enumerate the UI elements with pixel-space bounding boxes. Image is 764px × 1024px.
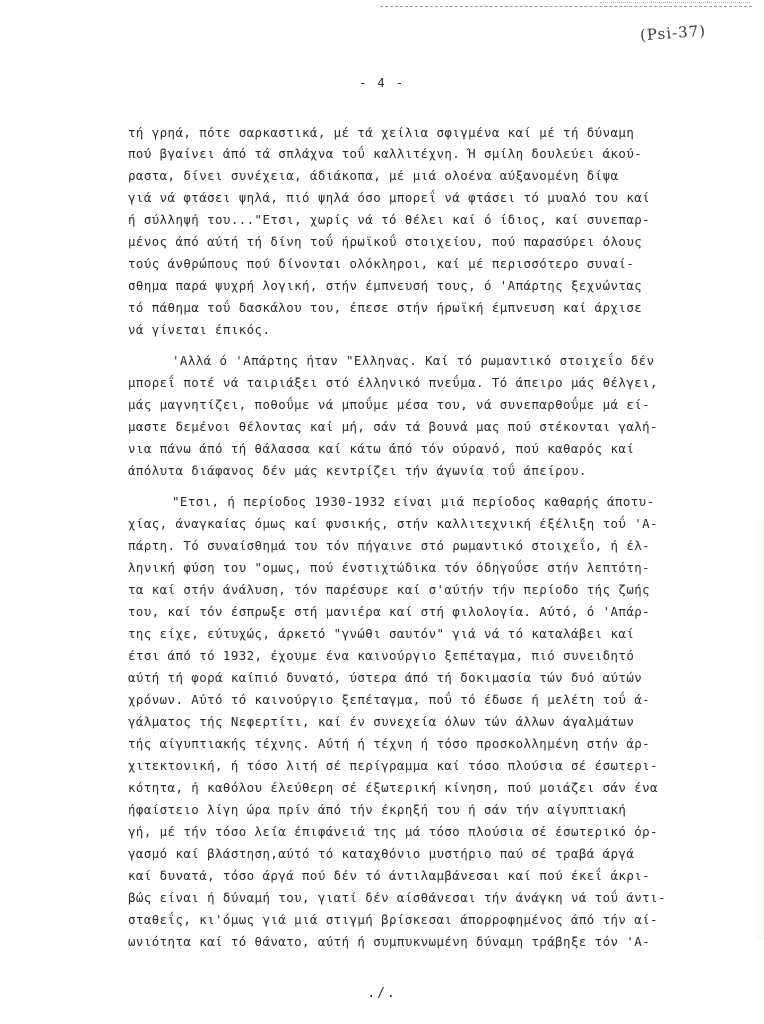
text-line: γασμό καί βλάστηση,αύτό τό καταχθόνιο μυστήριο παύ σέ τραβά άργά [128, 846, 635, 861]
text-line: σταθεΐς, κι'όμως γιά μιά στιγμή βρίσκεσαι άπορροφημένος άπό τήν αί- [128, 912, 658, 927]
text-line: τή γρηά, πότε σαρκαστικά, μέ τά χείλια σφιγμένα καί μέ τή δύναμη [128, 125, 635, 140]
text-line: νά γίνεται έπικός. [128, 322, 271, 337]
text-line: 'Αλλά ό 'Απάρτης ήταν "Ελληνας. Καί τό ρωμαντικό στοιχεΐο δέν [172, 353, 655, 368]
text-line: ήφαίστειο λίγη ώρα πρίν άπό τήν έκρηξή του ή σάν τήν αίγυπτιακή [128, 802, 627, 817]
text-line: τής αίγυπτιακής τέχνης. Αύτή ή τέχνη ή τόσο προσκολλημένη στήν άρ- [128, 736, 651, 751]
text-line: τό πάθημα τοΰ δασκάλου του, έπεσε στήν ήρωϊκή έμπνευση καί άρχισε [128, 300, 643, 315]
continuation-mark: ./. [367, 986, 397, 1001]
text-line: μαστε δεμένοι θέλοντας καί μή, σάν τά βουνά μας πού στέκονται γαλή- [128, 419, 658, 434]
text-line: ραστα, δίνει συνέχεια, άδιάκοπα, μέ μιά ολοένα αύξανομένη δίψα [128, 168, 619, 183]
text-line: ή σύλληψή του..."Ετσι, χωρίς νά τό θέλει καί ό ίδιος, καί συνεπαρ- [128, 212, 651, 227]
text-line: τούς άνθρώπους πού δίνονται ολόκληροι, καί μέ περισσότερο συναί- [128, 256, 635, 271]
page-number: - 4 - [358, 76, 406, 90]
text-line: βώς είναι ή δύναμή του, γιατί δέν αίσθάνεσαι τήν άνάγκη νά τοΰ άντι- [128, 890, 666, 905]
text-line: του, καί τόν έσπρωξε στή μανιέρα καί στή φιλολογία. Αύτό, ό 'Απάρ- [128, 604, 651, 619]
text-line: ωνιότητα καί τό θάνατο, αύτή ή συμπυκνωμένη δύναμη τράβηξε τόν 'Α- [128, 934, 651, 949]
text-line: γάλματος τής Νεφερτίτι, καί έν συνεχεία όλων τών άλλων άγαλμάτων [128, 714, 635, 729]
text-line: νια πάνω άπό τή θάλασσα καί κάτω άπό τόν ούρανό, πού καθαρός καί [128, 441, 635, 456]
page-edge-shadow [754, 520, 764, 940]
text-line: αύτή τή φορά καίπιό δυνατό, ύστερα άπό τή δοκιμασία τών δυό αύτών [128, 670, 643, 685]
top-border-dots [600, 2, 750, 3]
text-line: πάρτη. Τό συναίσθημά του τόν πήγαινε στό ρωμαντικό στοιχεΐο, ή έλ- [128, 538, 651, 553]
top-border-line [380, 6, 752, 7]
text-line: χρόνων. Αύτό τό καινούργιο ξεπέταγμα, ποΰ τό έδωσε ή μελέτη τοΰ ά- [128, 692, 651, 707]
text-line: μένος άπό αύτή τή δίνη τοΰ ήρωϊκοΰ στοιχείου, πού παρασύρει όλους [128, 234, 643, 249]
text-line: χιτεκτονική, ή τόσο λιτή σέ περίγραμμα καί τόσο πλούσια σέ έσωτερι- [128, 758, 658, 773]
text-line: άπόλυτα διάφανος δέν μάς κεντρίζει τήν άγωνία τοΰ άπείρου. [128, 463, 587, 478]
text-line: τα καί στήν άνάλυση, τόν παρέσυρε καί σ'αύτήν τήν περίοδο τής ζωής [128, 582, 651, 597]
text-line: γιά νά φτάσει ψηλά, πιό ψηλά όσο μπορεΐ νά φτάσει τό μυαλό του καί [128, 190, 651, 205]
text-line: ληνική φύση του "ομως, πού ένστιχτώδικα τόν όδηγοΰσε στήν λεπτότη- [128, 560, 651, 575]
text-line: της είχε, εύτυχώς, άρκετό "γνώθι σαυτόν" γιά νά τό καταλάβει καί [128, 626, 635, 641]
text-line: σθημα παρά ψυχρή λογική, στήν έμπνευσή τους, ό 'Απάρτης ξεχνώντας [128, 278, 643, 293]
text-line: κότητα, ή καθόλου έλεύθερη σέ έξωτερική κίνηση, πού μοιάζει σάν ένα [128, 780, 658, 795]
text-line: "Ετσι, ή περίοδος 1930-1932 είναι μιά περίοδος καθαρής άποτυ- [172, 494, 655, 509]
text-line: καί δυνατά, τόσο άργά πού δέν τό άντιλαμβάνεσαι καί πού έκεΐ άκρι- [128, 868, 651, 883]
text-line: μπορεΐ ποτέ νά ταιριάξει στό έλληνικό πνεΰμα. Τό άπειρο μάς θέλγει, [128, 375, 658, 390]
text-line: έτσι άπό τό 1932, έχουμε ένα καινούργιο ξεπέταγμα, πιό συνειδητό [128, 648, 635, 663]
archive-note: (Psi-37) [639, 21, 707, 45]
text-line: γή, μέ τήν τόσο λεία έπιφάνειά της μά τόσο πλούσια σέ έσωτερικό όρ- [128, 824, 658, 839]
text-line: πού βγαίνει άπό τά σπλάχνα τοΰ καλλιτέχνη. Ή σμίλη δουλεύει άκού- [128, 146, 643, 161]
text-line: μάς μαγνητίζει, ποθοΰμε νά μποΰμε μέσα του, νά συνεπαρθοΰμε μά εί- [128, 397, 651, 412]
text-line: χίας, άναγκαίας όμως καί φυσικής, στήν καλλιτεχνική έξέλιξη τοΰ 'Α- [128, 516, 658, 531]
